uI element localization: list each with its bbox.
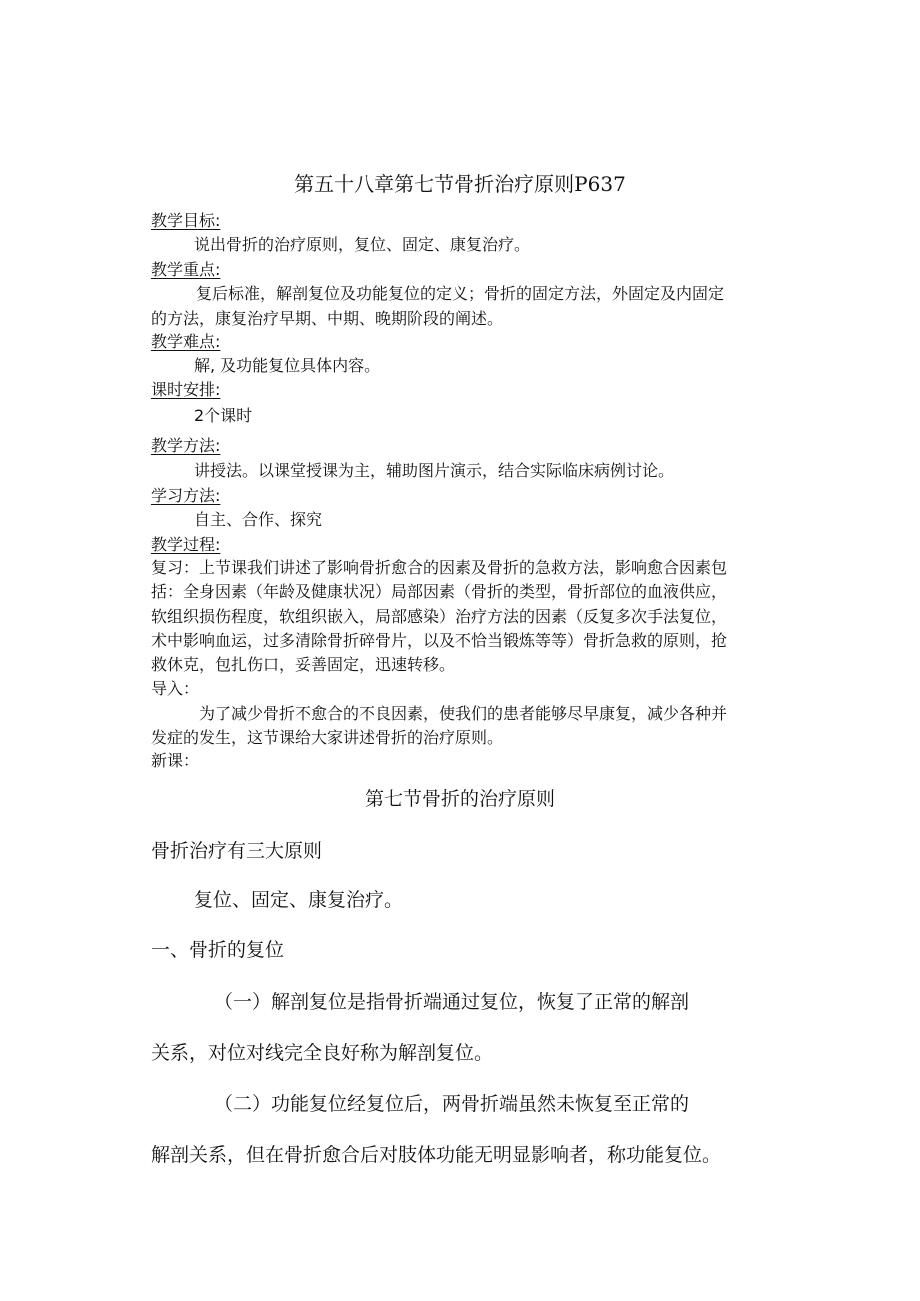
section-label-schedule: 课时安排: xyxy=(151,380,221,399)
lesson-line-5: 关系，对位对线完全良好称为解剖复位。 xyxy=(151,1042,494,1064)
lesson-line-6: （二）功能复位经复位后，两骨折端虽然未恢复至正常的 xyxy=(214,1093,690,1115)
intro-label: 导入： xyxy=(151,679,200,698)
section-label-teaching-process: 教学过程: xyxy=(151,535,221,554)
section-content-schedule: 2个课时 xyxy=(194,406,253,425)
document-title: 第五十八章第七节骨折治疗原则P637 xyxy=(294,172,626,196)
lesson-line-2: 复位、固定、康复治疗。 xyxy=(194,889,404,911)
review-line-3: 软组织损伤程度，软组织嵌入，局部感染）治疗方法的因素（反复多次手法复位， xyxy=(151,607,728,626)
section-content-objectives: 说出骨折的治疗原则，复位、固定、康复治疗。 xyxy=(194,235,531,254)
lesson-line-4: （一）解剖复位是指骨折端通过复位，恢复了正常的解剖 xyxy=(214,991,690,1013)
section-content-difficulties: 解, 及功能复位具体内容。 xyxy=(194,356,381,375)
section-label-difficulties: 教学难点: xyxy=(151,332,221,351)
section-content-learning-method: 自主、合作、探究 xyxy=(194,510,323,529)
section-label-teaching-method: 教学方法: xyxy=(151,436,221,455)
review-line-2: 括：全身因素（年龄及健康状况）局部因素（骨折的类型，骨折部位的血液供应， xyxy=(151,582,728,601)
section-content-teaching-method: 讲授法。以课堂授课为主，辅助图片演示，结合实际临床病例讨论。 xyxy=(194,461,675,480)
section-content-key-points-line1: 复后标准，解剖复位及功能复位的定义；骨折的固定方法，外固定及内固定 xyxy=(196,284,725,303)
section-label-learning-method: 学习方法: xyxy=(151,486,221,505)
lesson-line-1: 骨折治疗有三大原则 xyxy=(151,840,323,862)
new-lesson-label: 新课： xyxy=(151,751,200,770)
intro-line-1: 为了减少骨折不愈合的不良因素，使我们的患者能够尽早康复，减少各种并 xyxy=(199,704,728,723)
section-label-objectives: 教学目标: xyxy=(151,211,221,230)
review-line-5: 救休克，包扎伤口，妥善固定，迅速转移。 xyxy=(151,655,456,674)
lesson-line-7: 解剖关系，但在骨折愈合后对肢体功能无明显影响者，称功能复位。 xyxy=(151,1144,722,1166)
review-line-1: 复习：上节课我们讲述了影响骨折愈合的因素及骨折的急救方法，影响愈合因素包 xyxy=(151,558,728,577)
lesson-line-3: 一、骨折的复位 xyxy=(151,939,285,961)
section-label-key-points: 教学重点: xyxy=(151,260,221,279)
section-content-key-points-line2: 的方法，康复治疗早期、中期、晚期阶段的阐述。 xyxy=(151,309,504,328)
intro-line-2: 发症的发生，这节课给大家讲述骨折的治疗原则。 xyxy=(151,728,504,747)
review-line-4: 术中影响血运，过多清除骨折碎骨片，以及不恰当锻炼等等）骨折急救的原则，抢 xyxy=(151,631,728,650)
lesson-title: 第七节骨折的治疗原则 xyxy=(364,788,555,810)
